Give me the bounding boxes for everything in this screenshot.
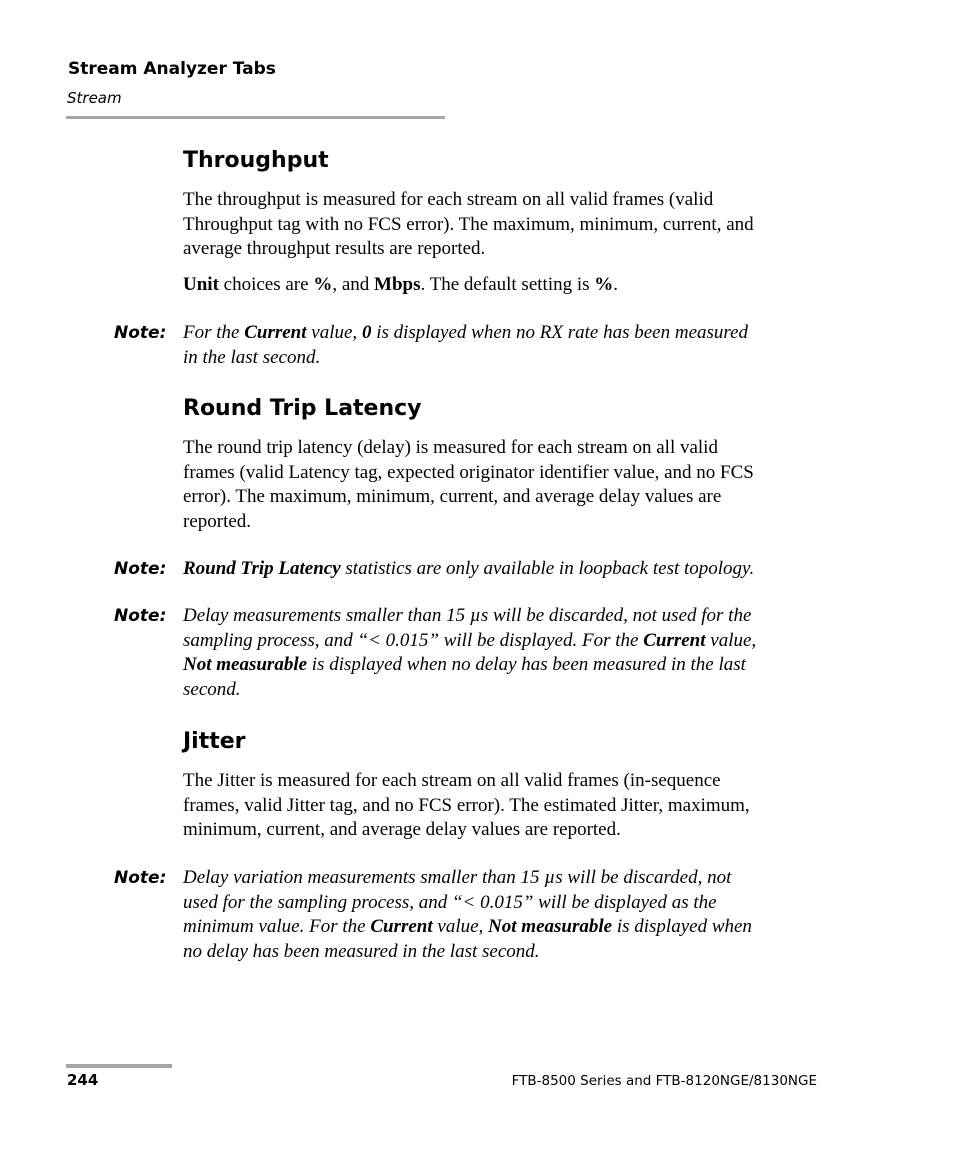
current-term: Current bbox=[244, 322, 307, 343]
unit-term: Unit bbox=[183, 274, 219, 295]
text-run: value, bbox=[432, 916, 489, 938]
throughput-note bbox=[183, 321, 823, 370]
text-line: reported. bbox=[183, 510, 252, 532]
percent-term: % bbox=[313, 274, 333, 295]
note-label: Note: bbox=[114, 606, 167, 626]
text-run: value, bbox=[306, 322, 362, 343]
latency-description bbox=[183, 436, 823, 534]
text-line: Delay measurements smaller than 15 µs will be discarded, not used for the bbox=[183, 605, 752, 626]
text-line: The throughput is measured for each stream on all valid frames (valid bbox=[183, 189, 714, 210]
text-run: . bbox=[613, 274, 619, 295]
text-run: , and bbox=[332, 274, 375, 295]
note-label: Note: bbox=[114, 323, 167, 343]
not-measurable-term: Not measurable bbox=[488, 916, 613, 938]
text-line: The Jitter is measured for each stream on all valid frames (in-sequence bbox=[183, 770, 721, 791]
text-line: no delay has been measured in the last second. bbox=[183, 940, 540, 962]
latency-note-topology bbox=[183, 557, 823, 582]
text-run: is displayed when bbox=[612, 916, 752, 938]
throughput-heading: Throughput bbox=[183, 148, 329, 173]
text-line: The round trip latency (delay) is measured for each stream on all valid bbox=[183, 437, 718, 458]
throughput-description bbox=[183, 188, 823, 262]
text-line bbox=[183, 653, 823, 678]
current-term: Current bbox=[370, 916, 433, 938]
text-line bbox=[183, 915, 823, 940]
throughput-unit-description bbox=[183, 273, 823, 298]
text-line: Delay variation measurements smaller than 15 µs will be discarded, not bbox=[183, 867, 732, 888]
text-run: For the bbox=[183, 322, 245, 343]
current-term: Current bbox=[643, 629, 706, 651]
footer-divider bbox=[66, 1064, 172, 1068]
text-run: . The default setting is bbox=[420, 274, 595, 295]
not-measurable-term: Not measurable bbox=[183, 654, 308, 676]
text-line: minimum, current, and average delay values are reported. bbox=[183, 819, 621, 841]
text-run: statistics are only available in loopback test topology. bbox=[340, 558, 755, 579]
text-line bbox=[183, 321, 823, 346]
text-line bbox=[183, 629, 823, 654]
text-line: Throughput tag with no FCS error). The maximum, minimum, current, and bbox=[183, 213, 754, 235]
text-line: error). The maximum, minimum, current, and average delay values are bbox=[183, 486, 722, 508]
text-line: frames (valid Latency tag, expected originator identifier value, and no FCS bbox=[183, 461, 754, 483]
jitter-note bbox=[183, 866, 823, 964]
jitter-description bbox=[183, 769, 823, 843]
note-label: Note: bbox=[114, 868, 167, 888]
text-run: minimum value. For the bbox=[183, 916, 371, 938]
latency-heading: Round Trip Latency bbox=[183, 396, 422, 421]
text-line: second. bbox=[183, 678, 241, 700]
text-line: used for the sampling process, and “< 0.015” will be displayed as the bbox=[183, 891, 717, 913]
text-run: is displayed when no RX rate has been measured bbox=[371, 322, 749, 343]
note-label: Note: bbox=[114, 559, 167, 579]
text-run: choices are bbox=[218, 274, 314, 295]
latency-note-measurement bbox=[183, 604, 823, 702]
round-trip-latency-term: Round Trip Latency bbox=[183, 558, 341, 579]
text-line: frames, valid Jitter tag, and no FCS error). The estimated Jitter, maximum, bbox=[183, 794, 750, 816]
text-run: sampling process, and “< 0.015” will be displayed. For the bbox=[183, 629, 644, 651]
header-divider bbox=[66, 116, 445, 119]
product-name: FTB-8500 Series and FTB-8120NGE/8130NGE bbox=[511, 1073, 817, 1089]
zero-term: 0 bbox=[361, 322, 372, 343]
text-run: is displayed when no delay has been measured in the last bbox=[307, 654, 746, 676]
page-number: 244 bbox=[67, 1071, 99, 1089]
jitter-heading: Jitter bbox=[183, 729, 246, 754]
text-line: in the last second. bbox=[183, 346, 321, 368]
text-line bbox=[183, 273, 823, 298]
running-header-subtitle: Stream bbox=[67, 89, 122, 107]
text-line bbox=[183, 557, 823, 582]
running-header-title: Stream Analyzer Tabs bbox=[68, 59, 276, 79]
default-percent-term: % bbox=[594, 274, 614, 295]
text-run: value, bbox=[705, 629, 757, 651]
mbps-term: Mbps bbox=[374, 274, 421, 295]
text-line: average throughput results are reported. bbox=[183, 238, 486, 260]
